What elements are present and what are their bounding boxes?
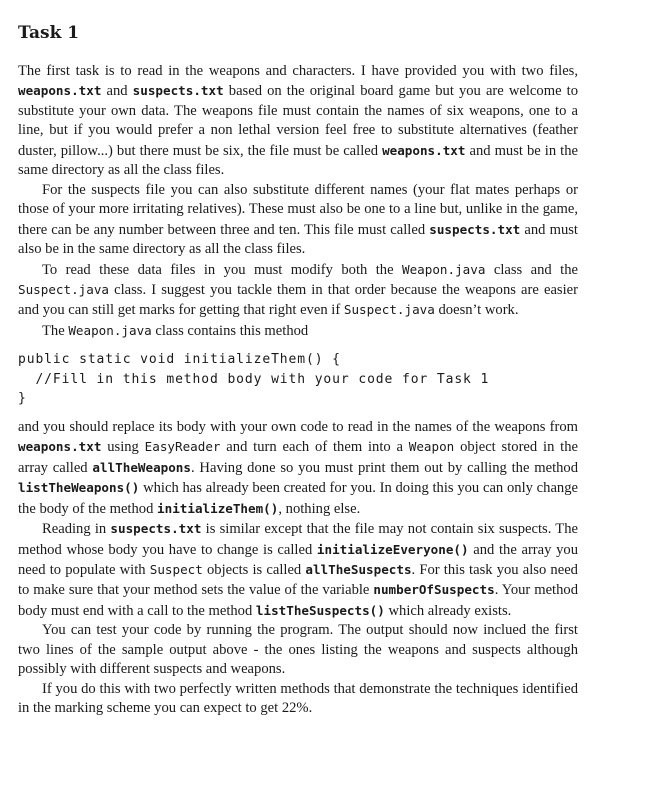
method-code: initializeEveryone() — [316, 541, 469, 557]
text: and — [101, 83, 133, 100]
identifier-code: allTheWeapons — [92, 459, 191, 475]
paragraph-marks: If you do this with two perfectly written methods that demonstrate the techniques identified in the marking scheme you can expect to get 22%. — [18, 680, 578, 717]
paragraph-testing: You can test your code by running the program. The output should now inclued the first two lines of the sample output above - the ones listing the weapons and suspects although possibly with different suspects and weapons. — [18, 622, 578, 678]
filename-code: suspects.txt — [110, 521, 202, 537]
classname-code: Suspect.java — [18, 281, 109, 297]
text: class and the — [485, 261, 578, 278]
text: which already exists. — [384, 602, 512, 619]
text: and must also be in the same directory as all the class files. — [18, 221, 578, 258]
text: To read these data files in you must modify both the — [42, 261, 403, 278]
code-line: } — [18, 391, 27, 407]
paragraph-suspects-file — [18, 181, 578, 260]
code-line: public static void initializeThem() { — [18, 352, 341, 368]
text: . For this task you also need to make sure that your method sets the value of the variable — [18, 562, 578, 599]
identifier-code: allTheSuspects — [305, 562, 412, 578]
text: The first task is to read in the weapons and characters. I have provided you with two files, — [18, 63, 578, 79]
paragraph-weapon-method — [18, 321, 578, 341]
text: which has already been created for you. In doing this you can only change the body of the method — [18, 480, 578, 517]
text: and you should replace its body with your own code to read in the names of the weapons from — [18, 418, 578, 435]
method-code: listTheWeapons() — [18, 480, 140, 496]
text: . Your method body must end with a call to the method — [18, 582, 578, 619]
text: using — [101, 439, 145, 456]
classname-code: Suspect.java — [343, 302, 435, 318]
text: object stored in the array called — [18, 439, 578, 476]
code-line: //Fill in this method body with your code for Task 1 — [18, 371, 490, 387]
text: objects is called — [202, 562, 306, 579]
text: , nothing else. — [278, 500, 361, 517]
text: and must be in the same directory as all the class files. — [18, 142, 578, 179]
classname-code: Weapon — [408, 439, 455, 455]
text: . Having done so you must print them out by calling the method — [190, 459, 579, 476]
paragraph-replace-body — [18, 418, 578, 519]
filename-code: weapons.txt — [382, 142, 466, 158]
code-block — [18, 350, 578, 409]
text: For the suspects file you can also substitute different names (your flat mates perhaps or those of your more irritating relatives). These must also be one to a line but, unlike in the game, there can be any number between three and ten. This file must called — [18, 181, 578, 238]
classname-code: Weapon.java — [68, 322, 152, 338]
classname-code: Weapon.java — [402, 261, 486, 277]
text: and turn each of them into a — [220, 439, 409, 456]
filename-code: weapons.txt — [18, 439, 102, 455]
text: based on the original board game but you are welcome to substitute your own data. The weapons file must contain the names of six weapons, one to a line, but if you would prefer a non lethal version feel free to substitute alternatives (feather duster, pillow...) but there must be six, the file must be called — [18, 83, 578, 159]
text: Reading in — [42, 521, 111, 538]
filename-code: weapons.txt — [18, 83, 102, 99]
document-page — [18, 22, 578, 719]
filename-code: suspects.txt — [429, 221, 521, 237]
classname-code: EasyReader — [144, 439, 221, 455]
paragraph-reading-suspects — [18, 519, 578, 621]
text: class contains this method — [151, 322, 309, 339]
filename-code: suspects.txt — [132, 83, 224, 99]
classname-code: Suspect — [149, 562, 203, 578]
text: and the array you need to populate with — [18, 541, 578, 579]
method-code: initializeThem() — [157, 500, 279, 516]
method-code: listTheSuspects() — [255, 602, 385, 618]
text: class. I suggest you tackle them in that order because the weapons are easier and you can still get marks for getting that right even if — [18, 281, 578, 319]
paragraph-modify-classes — [18, 260, 578, 321]
paragraph-intro — [18, 62, 578, 181]
section-heading: Task 1 — [18, 23, 80, 43]
identifier-code: numberOfSuspects — [373, 582, 495, 598]
text: The — [42, 322, 69, 339]
text: is similar except that the file may not contain six suspects. The method whose body you have to change is called — [18, 521, 578, 558]
text: doesn’t work. — [434, 302, 519, 319]
